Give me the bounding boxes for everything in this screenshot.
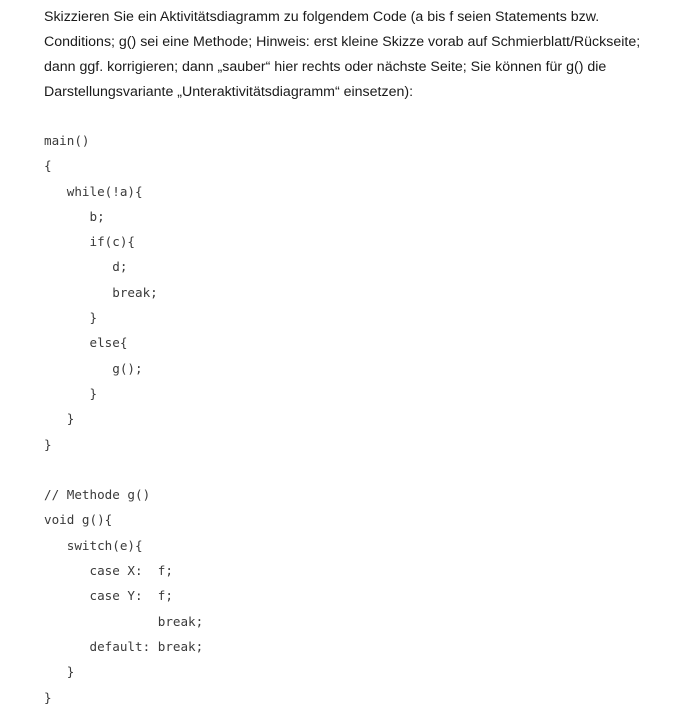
code-line: } — [44, 411, 75, 427]
code-line: while(!a){ — [44, 183, 143, 199]
code-line — [44, 457, 203, 482]
code-line: case Y: f; — [44, 588, 173, 604]
code-line: break; — [44, 284, 158, 300]
task-description-line-2: Conditions; g() sei eine Methode; Hinweis: erst kleine Skizze vorab auf Schmierblatt/Rückseite; — [44, 34, 641, 50]
code-line: g(); — [44, 360, 143, 376]
code-line: d; — [44, 259, 128, 275]
code-line: case X: f; — [44, 563, 173, 579]
task-description-line-4: Darstellungsvariante „Unteraktivitätsdiagramm“ einsetzen): — [44, 84, 414, 100]
code-listing — [44, 128, 203, 710]
code-line: default: break; — [44, 638, 204, 654]
code-line: } — [44, 689, 52, 705]
code-line: } — [44, 310, 98, 326]
task-description-line-3: dann ggf. korrigieren; dann „sauber“ hier rechts oder nächste Seite; Sie können für g() die — [44, 59, 607, 75]
code-line: main() — [44, 133, 90, 148]
code-line: } — [44, 664, 75, 680]
code-line: b; — [44, 208, 105, 224]
code-line: void g(){ — [44, 512, 113, 528]
code-line: else{ — [44, 335, 128, 351]
code-line: switch(e){ — [44, 537, 143, 553]
task-description-line-1: Skizzieren Sie ein Aktivitätsdiagramm zu folgendem Code (a bis f seien Statements bzw. — [44, 9, 600, 25]
code-line: { — [44, 158, 52, 174]
task-description — [44, 5, 674, 105]
code-line: } — [44, 436, 52, 452]
code-line: } — [44, 385, 98, 401]
code-line: // Methode g() — [44, 487, 151, 503]
code-line: break; — [44, 613, 204, 629]
code-line: if(c){ — [44, 234, 135, 250]
